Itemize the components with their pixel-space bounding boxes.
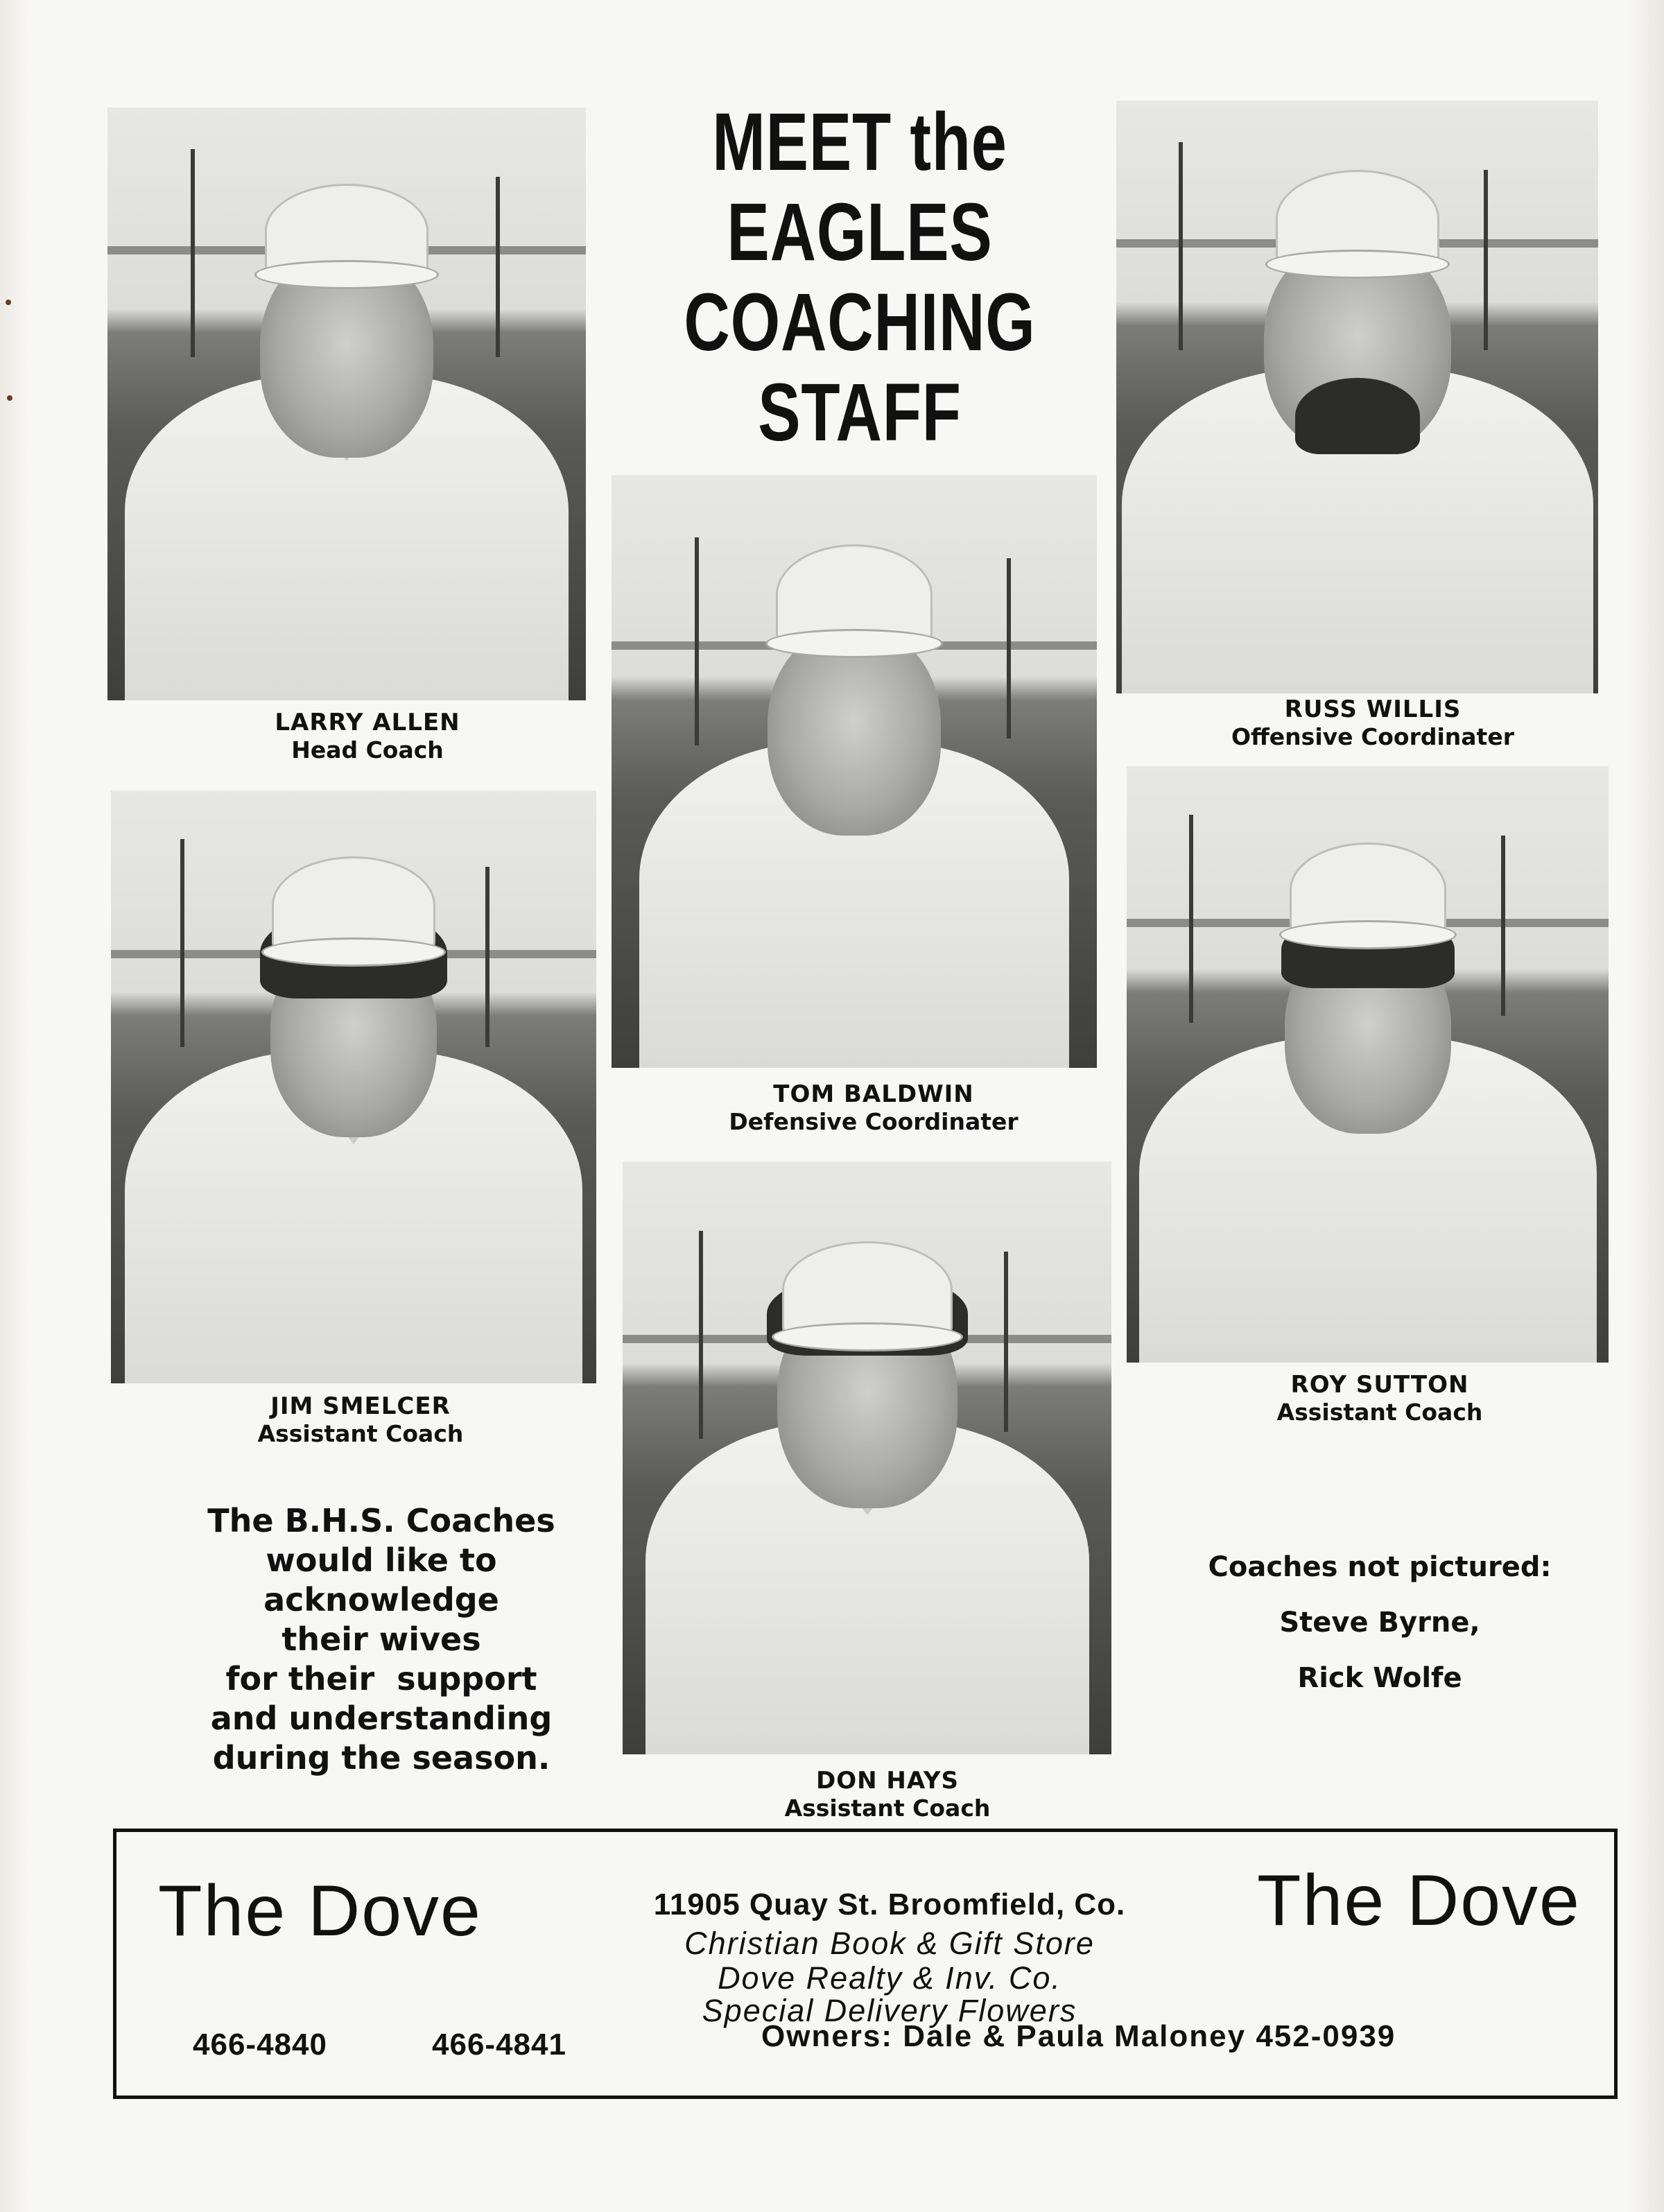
- not-pictured-heading: Coaches not pictured:: [1208, 1551, 1552, 1583]
- coach-role: Assistant Coach: [784, 1795, 991, 1822]
- acknowledgement-text: [139, 1501, 624, 1778]
- acknowledgement-line: during the season.: [212, 1739, 551, 1777]
- page-title: [665, 97, 1055, 458]
- brand-name-right: The Dove: [1257, 1860, 1581, 1941]
- brand-name-left: The Dove: [158, 1871, 482, 1951]
- title-line: MEET the: [712, 96, 1007, 188]
- title-line: STAFF: [758, 367, 962, 458]
- business-line: Special Delivery Flowers: [702, 1993, 1077, 2028]
- coach-name: TOM BALDWIN: [773, 1080, 974, 1108]
- coach-caption: [1199, 1371, 1560, 1426]
- owners-line: Owners: Dale & Paula Maloney 452-0939: [761, 2019, 1396, 2053]
- title-line: COACHING: [684, 277, 1036, 368]
- acknowledgement-line: for their support: [225, 1660, 537, 1697]
- coach-role: Defensive Coordinater: [729, 1108, 1019, 1135]
- coach-role: Assistant Coach: [257, 1420, 464, 1447]
- coach-photo-roy-sutton: [1127, 766, 1609, 1363]
- coach-photo-russ-willis: [1116, 101, 1598, 693]
- coaches-not-pictured: [1179, 1539, 1581, 1706]
- page-mark: [7, 395, 12, 401]
- coach-photo-don-hays: [623, 1161, 1111, 1754]
- advertisement-box: [113, 1829, 1618, 2099]
- page-mark: [6, 300, 11, 305]
- acknowledgement-line: and understanding: [210, 1700, 553, 1737]
- coach-caption: [686, 1080, 1061, 1136]
- title-line: EAGLES: [727, 187, 993, 278]
- phone-number: 466-4841: [432, 2028, 566, 2062]
- coach-caption: [1179, 695, 1567, 751]
- coach-photo-tom-baldwin: [612, 475, 1097, 1068]
- coach-name: RUSS WILLIS: [1284, 695, 1462, 723]
- coach-name: JIM SMELCER: [270, 1392, 451, 1420]
- coach-caption: [194, 709, 541, 764]
- coach-caption: [707, 1767, 1068, 1822]
- acknowledgement-line: would like to: [266, 1541, 497, 1579]
- business-line: Dove Realty & Inv. Co.: [718, 1960, 1061, 1996]
- coach-role: Head Coach: [291, 736, 444, 763]
- acknowledgement-line: The B.H.S. Coaches: [207, 1502, 555, 1539]
- coach-name: LARRY ALLEN: [275, 709, 460, 736]
- not-pictured-name: Rick Wolfe: [1297, 1662, 1462, 1694]
- coach-photo-larry-allen: [107, 107, 586, 700]
- business-line: Christian Book & Gift Store: [684, 1926, 1095, 1961]
- acknowledgement-line: their wives: [281, 1621, 481, 1658]
- coach-role: Offensive Coordinater: [1231, 723, 1514, 750]
- coach-caption: [180, 1392, 541, 1448]
- acknowledgement-line: acknowledge: [263, 1581, 499, 1618]
- phone-number: 466-4840: [193, 2028, 327, 2062]
- coach-name: ROY SUTTON: [1290, 1371, 1469, 1399]
- coach-photo-jim-smelcer: [111, 790, 596, 1383]
- coach-name: DON HAYS: [815, 1767, 960, 1795]
- not-pictured-name: Steve Byrne,: [1279, 1607, 1480, 1639]
- store-address: 11905 Quay St. Broomfield, Co.: [653, 1887, 1126, 1921]
- coach-role: Assistant Coach: [1276, 1399, 1483, 1426]
